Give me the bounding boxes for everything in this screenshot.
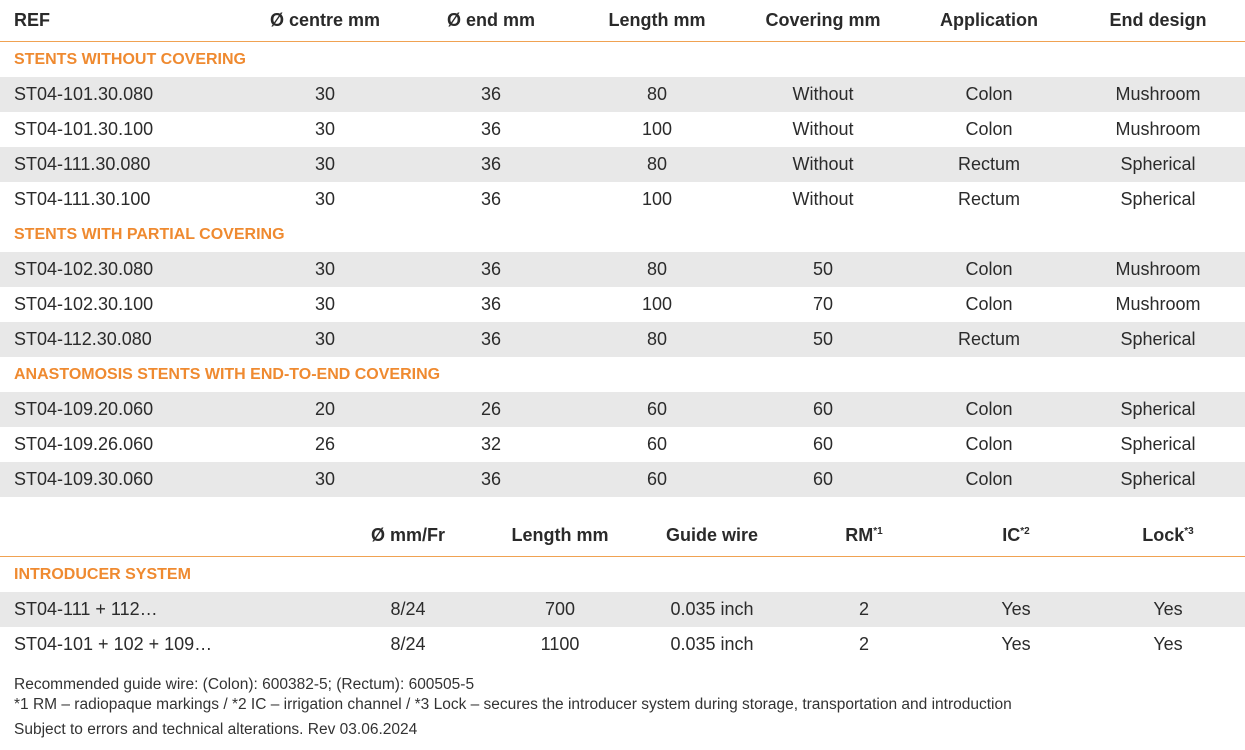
cell-length: 700 [544,599,576,619]
cell-diameter-fr: 8/24 [390,634,426,654]
cell-application: Rectum [957,329,1021,349]
header-lock-footnote-mark: *3 [1184,526,1194,537]
cell-length: 80 [646,329,668,349]
cell-end-design: Spherical [1120,154,1196,174]
header-end-diameter: Ø end mm [446,10,536,30]
cell-ref: ST04-101 + 102 + 109… [14,634,213,654]
cell-end-diameter: 36 [480,154,502,174]
cell-length: 80 [646,154,668,174]
header-end-design: End design [1109,10,1207,30]
cell-covering: 50 [812,329,834,349]
section-heading [0,42,1245,77]
cell-centre-diameter: 30 [314,189,336,209]
header-length: Length mm [608,10,706,30]
cell-length: 80 [646,84,668,104]
cell-covering: 60 [812,399,834,419]
cell-rm: 2 [858,599,870,619]
footnote-guide-wire: Recommended guide wire: (Colon): 600382-5; (Rectum): 600505-5 [14,676,475,693]
cell-end-diameter: 36 [480,119,502,139]
cell-end-design: Spherical [1120,399,1196,419]
footnote-disclaimer: Subject to errors and technical alterations. Rev 03.06.2024 [14,721,418,738]
cell-end-design: Spherical [1120,434,1196,454]
cell-application: Colon [965,84,1013,104]
cell-end-diameter: 36 [480,259,502,279]
cell-ref: ST04-101.30.100 [14,119,154,139]
section-title: STENTS WITH PARTIAL COVERING [14,226,285,243]
cell-length: 100 [641,119,673,139]
cell-guide-wire: 0.035 inch [670,599,754,619]
header-length: Length mm [511,525,609,545]
cell-guide-wire: 0.035 inch [670,634,754,654]
table-row [0,77,1245,112]
cell-ref: ST04-109.30.060 [14,469,154,489]
section-heading [0,557,1245,592]
table-row [0,182,1245,217]
cell-application: Colon [965,399,1013,419]
cell-centre-diameter: 30 [314,294,336,314]
table-row [0,462,1245,497]
cell-end-design: Mushroom [1115,294,1201,314]
cell-centre-diameter: 30 [314,329,336,349]
cell-lock: Yes [1153,599,1183,619]
cell-ref: ST04-109.26.060 [14,434,154,454]
cell-end-design: Spherical [1120,189,1196,209]
cell-ref: ST04-101.30.080 [14,84,154,104]
cell-end-design: Spherical [1120,329,1196,349]
cell-length: 100 [641,294,673,314]
cell-centre-diameter: 30 [314,154,336,174]
cell-diameter-fr: 8/24 [390,599,426,619]
cell-end-design: Mushroom [1115,259,1201,279]
table-row [0,427,1245,462]
cell-covering: 50 [812,259,834,279]
cell-centre-diameter: 30 [314,119,336,139]
header-rm-label: RM [845,525,874,545]
cell-end-design: Mushroom [1115,84,1201,104]
header-application: Application [940,10,1038,30]
header-ic-label: IC [1002,525,1021,545]
header-rm-footnote-mark: *1 [873,526,883,537]
cell-covering: 60 [812,469,834,489]
cell-ref: ST04-109.20.060 [14,399,154,419]
header-covering: Covering mm [765,10,881,30]
header-rm [845,525,882,546]
table-row [0,112,1245,147]
section-title: ANASTOMOSIS STENTS WITH END-TO-END COVERING [14,366,441,383]
cell-end-diameter: 36 [480,189,502,209]
cell-ref: ST04-111.30.080 [14,154,151,174]
table-row [0,147,1245,182]
section-title: STENTS WITHOUT COVERING [14,51,246,68]
cell-length: 80 [646,259,668,279]
cell-centre-diameter: 20 [314,399,336,419]
cell-ic: Yes [1001,634,1031,654]
cell-end-design: Spherical [1120,469,1196,489]
cell-ref: ST04-111 + 112… [14,599,158,619]
cell-centre-diameter: 30 [314,84,336,104]
cell-length: 60 [646,434,668,454]
cell-application: Colon [965,469,1013,489]
table-row [0,252,1245,287]
header-lock [1142,525,1193,546]
header-ic [1002,525,1029,546]
cell-ref: ST04-111.30.100 [14,189,151,209]
footnote-abbreviations: *1 RM – radiopaque markings / *2 IC – irrigation channel / *3 Lock – secures the introducer system during storage, transportation and introduction [14,696,1012,713]
cell-covering: Without [792,154,854,174]
cell-centre-diameter: 30 [314,259,336,279]
header-diameter-fr: Ø mm/Fr [370,525,446,545]
header-ref: REF [14,10,50,30]
cell-end-diameter: 36 [480,469,502,489]
cell-rm: 2 [858,634,870,654]
header-ic-footnote-mark: *2 [1020,526,1030,537]
cell-length: 60 [646,399,668,419]
cell-centre-diameter: 26 [314,434,336,454]
table-row [0,392,1245,427]
header-centre-diameter: Ø centre mm [269,10,381,30]
cell-end-design: Mushroom [1115,119,1201,139]
cell-application: Colon [965,434,1013,454]
cell-length: 1100 [540,634,580,654]
section-heading [0,217,1245,252]
cell-covering: Without [792,189,854,209]
table-row [0,322,1245,357]
table-row [0,627,1245,662]
table-row [0,287,1245,322]
cell-centre-diameter: 30 [314,469,336,489]
cell-end-diameter: 26 [480,399,502,419]
cell-ref: ST04-102.30.100 [14,294,154,314]
cell-lock: Yes [1153,634,1183,654]
cell-end-diameter: 32 [480,434,502,454]
table-row [0,592,1245,627]
cell-ref: ST04-102.30.080 [14,259,154,279]
cell-length: 100 [641,189,673,209]
section-title: INTRODUCER SYSTEM [14,566,191,583]
cell-end-diameter: 36 [480,329,502,349]
cell-application: Rectum [957,154,1021,174]
table2-header [0,515,1245,558]
header-guide-wire: Guide wire [665,525,759,545]
cell-covering: Without [792,84,854,104]
header-lock-label: Lock [1142,525,1185,545]
cell-covering: 60 [812,434,834,454]
cell-application: Colon [965,119,1013,139]
cell-ic: Yes [1001,599,1031,619]
cell-covering: 70 [812,294,834,314]
cell-application: Colon [965,259,1013,279]
table1-header [0,0,1245,43]
section-heading [0,357,1245,392]
cell-length: 60 [646,469,668,489]
cell-ref: ST04-112.30.080 [14,329,152,349]
cell-application: Rectum [957,189,1021,209]
cell-end-diameter: 36 [480,294,502,314]
cell-end-diameter: 36 [480,84,502,104]
cell-application: Colon [965,294,1013,314]
cell-covering: Without [792,119,854,139]
